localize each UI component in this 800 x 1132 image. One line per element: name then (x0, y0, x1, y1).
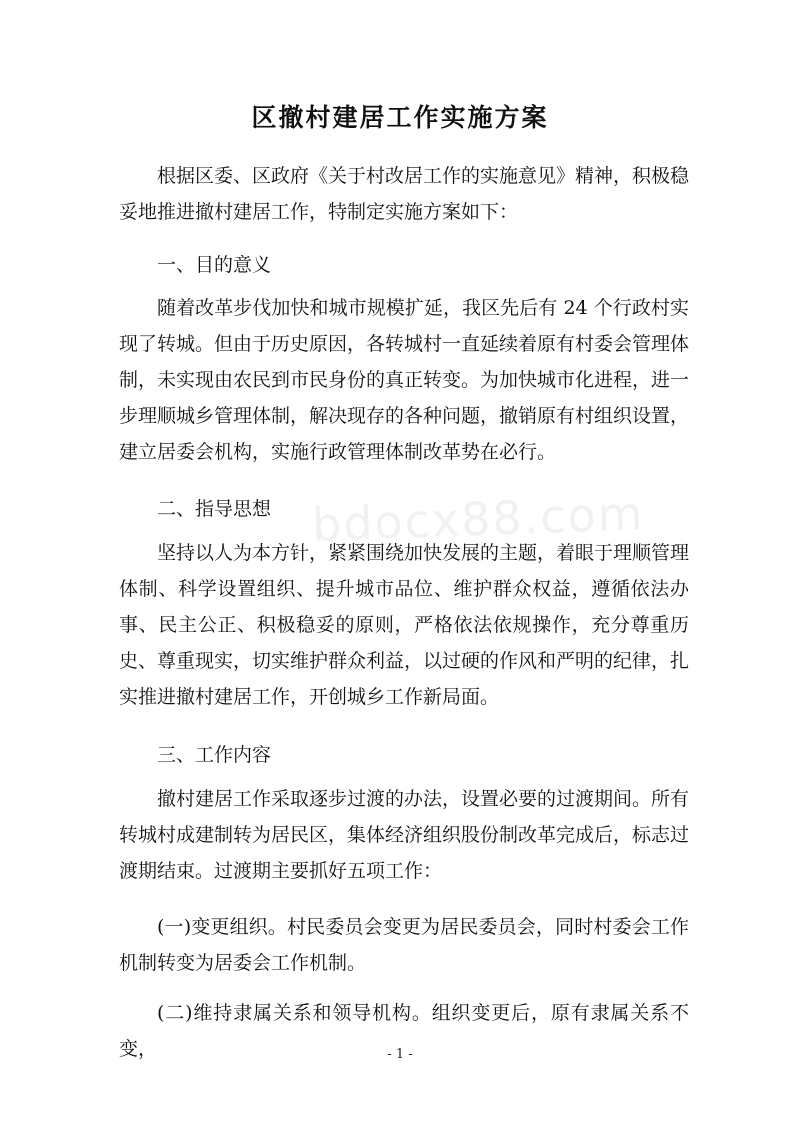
watermark: bdocx88.com (311, 486, 646, 552)
document-title: 区撤村建居工作实施方案 (251, 103, 549, 132)
page-number: - 1 - (387, 1047, 413, 1062)
work-item-2: (二)维持隶属关系和领导机构。组织变更后，原有隶属关系不变， (119, 1002, 689, 1060)
section-heading-guiding-ideology: 二、指导思想 (157, 498, 272, 520)
section-heading-work-content: 三、工作内容 (157, 744, 272, 766)
section-heading-purpose: 一、目的意义 (157, 254, 272, 276)
section-body-work-content: 撤村建居工作采取逐步过渡的办法，设置必要的过渡期间。所有转城村成建制转为居民区，集体经济组织股份制改革完成后，标志过渡期结束。过渡期主要抓好五项工作： (119, 788, 690, 882)
section-body-guiding-ideology: 坚持以人为本方针，紧紧围绕加快发展的主题，着眼于理顺管理体制、科学设置组织、提升城市品位、维护群众权益，遵循依法办事、民主公正、积极稳妥的原则，严格依法依规操作，充分尊重历史、尊重现实，切实维护群众利益，以过硬的作风和严明的纪律，扎实推进撤村建居工作，开创城乡工作新局面。 (119, 542, 690, 708)
intro-paragraph: 根据区委、区政府《关于村改居工作的实施意见》精神，积极稳妥地推进撤村建居工作，特制定实施方案如下： (119, 165, 690, 223)
section-body-purpose: 随着改革步伐加快和城市规模扩延，我区先后有 24 个行政村实现了转城。但由于历史原因，各转城村一直延续着原有村委会管理体制，未实现由农民到市民身份的真正转变。为加快城市化进程，进一步理顺城乡管理体制，解决现存的各种问题，撤销原有村组织设置，建立居委会机构，实施行政管理体制改革势在必行。 (119, 297, 690, 463)
work-item-1: (一)变更组织。村民委员会变更为居民委员会，同时村委会工作机制转变为居委会工作机制。 (119, 916, 689, 974)
